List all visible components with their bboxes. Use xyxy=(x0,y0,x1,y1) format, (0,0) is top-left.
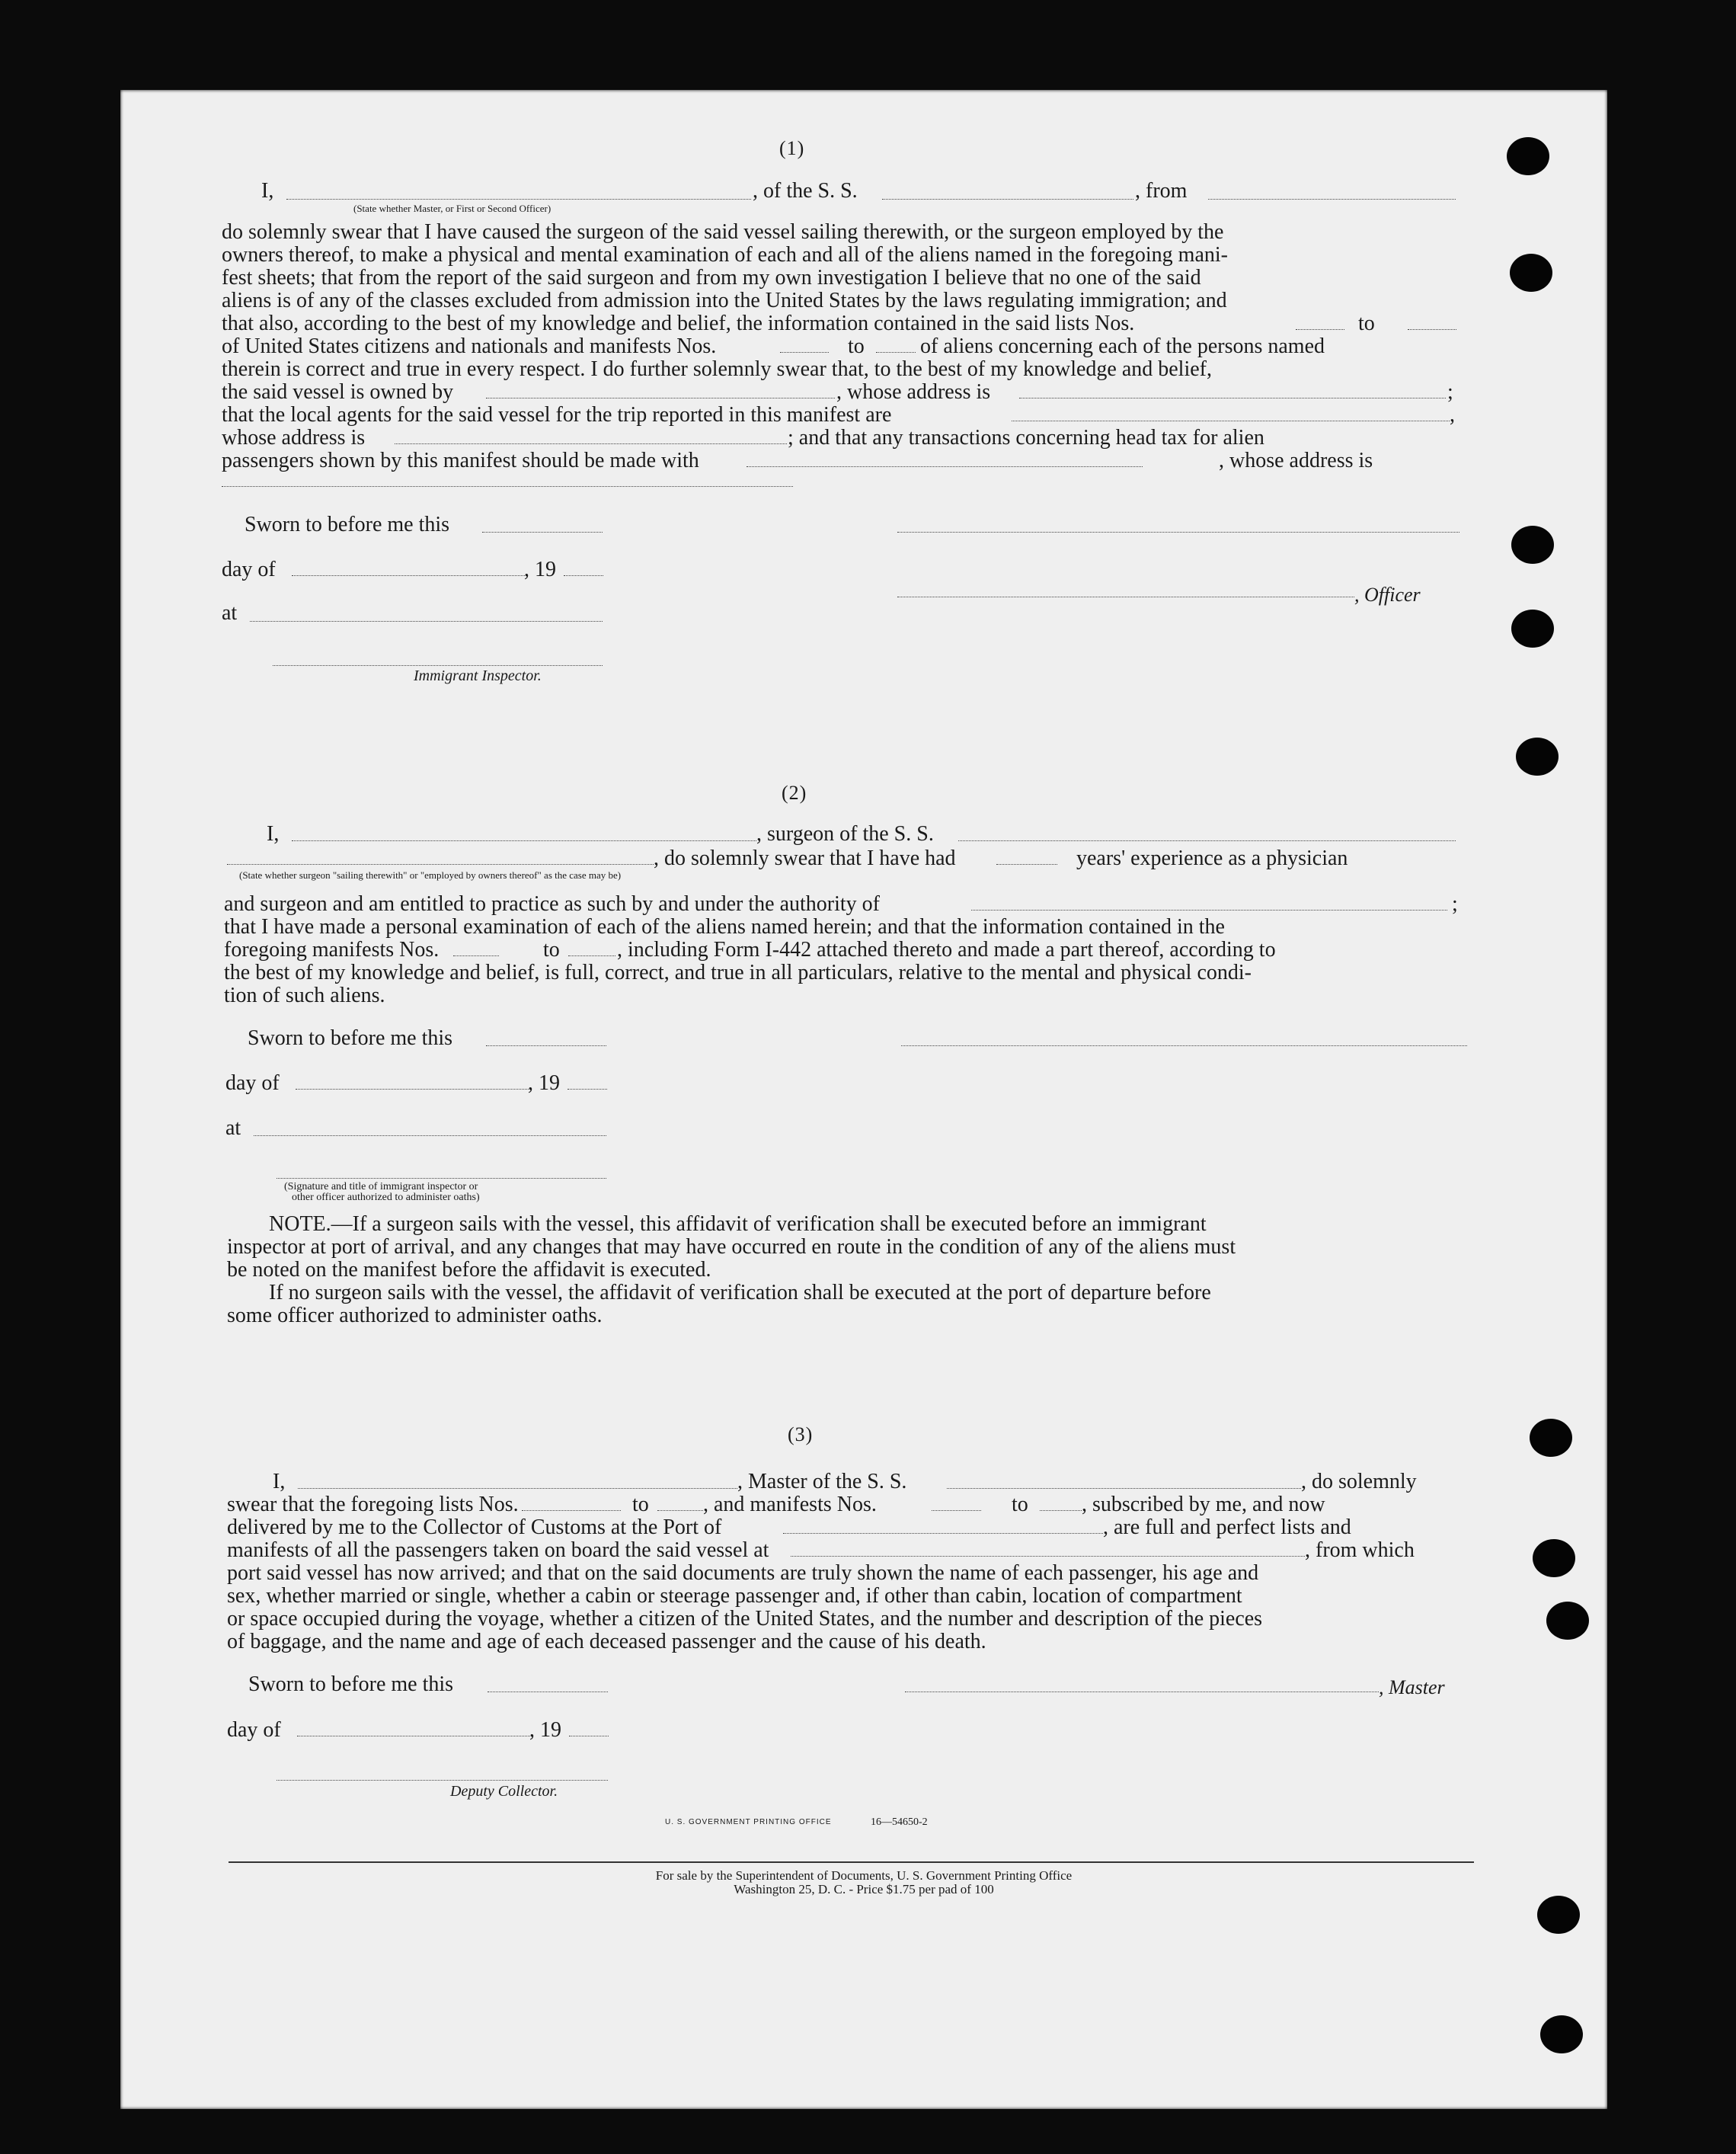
s1-line-9: that the local agents for the said vessel for the trip reported in this manifest are xyxy=(222,403,892,427)
s2-nineteen: , 19 xyxy=(528,1071,560,1095)
s2-semicolon: ; xyxy=(1452,892,1458,916)
s2-sworn-blank[interactable] xyxy=(486,1045,606,1046)
s1-head-tax: ; and that any transactions concerning head tax for alien xyxy=(788,426,1264,450)
s3-nineteen: , 19 xyxy=(529,1718,561,1742)
s3-day-of: day of xyxy=(227,1718,281,1742)
s1-year-blank[interactable] xyxy=(564,575,603,576)
form-page xyxy=(120,90,1607,2109)
s3-master-of: , Master of the S. S. xyxy=(737,1470,907,1493)
s1-comma: , xyxy=(1450,403,1455,427)
s3-lists-to-blank[interactable] xyxy=(657,1510,703,1511)
s2-officer-sig[interactable] xyxy=(277,1178,606,1179)
s1-of-ss: , of the S. S. xyxy=(753,179,858,203)
section-2-number: (2) xyxy=(782,782,807,804)
s1-whose-address-1: , whose address is xyxy=(836,380,991,404)
s2-i: I, xyxy=(267,822,280,846)
s1-manifest-from-blank[interactable] xyxy=(780,352,829,353)
gpo-imprint: U. S. GOVERNMENT PRINTING OFFICE xyxy=(665,1818,832,1826)
s1-inspector: Immigrant Inspector. xyxy=(414,667,542,684)
s3-line-8: of baggage, and the name and age of each deceased passenger and the cause of his death. xyxy=(227,1630,986,1653)
s1-manifest-to-blank[interactable] xyxy=(876,352,916,353)
s2-line-5: tion of such aliens. xyxy=(224,984,385,1007)
punch-hole xyxy=(1540,2015,1583,2053)
footer-rule xyxy=(229,1861,1474,1863)
s2-from-blank[interactable] xyxy=(453,955,499,956)
s2-ship-blank[interactable] xyxy=(958,840,1456,841)
s1-line-1: do solemnly swear that I have caused the surgeon of the said vessel sailing therewith, or the surgeon employed by the xyxy=(222,220,1224,244)
s2-foregoing: foregoing manifests Nos. xyxy=(224,938,440,962)
s1-officer-sig-1[interactable] xyxy=(897,532,1459,533)
punch-hole xyxy=(1530,1419,1572,1457)
s2-note-3: be noted on the manifest before the affidavit is executed. xyxy=(227,1258,711,1282)
s2-years: years' experience as a physician xyxy=(1076,847,1348,870)
s1-semicolon: ; xyxy=(1447,380,1453,404)
section-1-number: (1) xyxy=(779,137,805,159)
s1-day-blank[interactable] xyxy=(292,575,526,576)
sale-line-2: Washington 25, D. C. - Price $1.75 per pad of 100 xyxy=(734,1882,994,1896)
s3-sworn: Sworn to before me this xyxy=(248,1672,454,1696)
s2-line-4: the best of my knowledge and belief, is full, correct, and true in all particulars, relative to the mental and physical condi- xyxy=(224,961,1252,984)
punch-hole xyxy=(1533,1539,1575,1577)
s1-line-2: owners thereof, to make a physical and mental examination of each and all of the aliens named in the foregoing mani- xyxy=(222,243,1228,267)
s1-line-8: the said vessel is owned by xyxy=(222,380,454,404)
punch-hole xyxy=(1511,526,1554,564)
s3-port-blank[interactable] xyxy=(783,1533,1103,1534)
s1-name-blank[interactable] xyxy=(286,199,751,200)
s1-of-aliens: of aliens concerning each of the persons named xyxy=(920,334,1325,358)
s2-swear: , do solemnly swear that I have had xyxy=(654,847,956,870)
s3-ship-blank[interactable] xyxy=(947,1488,1301,1489)
s2-including: , including Form I-442 attached thereto and made a part thereof, according to xyxy=(617,938,1276,962)
s2-note-2: inspector at port of arrival, and any changes that may have occurred en route in the condition of any of the aliens must xyxy=(227,1235,1236,1259)
section-3-number: (3) xyxy=(788,1423,814,1445)
s3-deputy: Deputy Collector. xyxy=(450,1783,558,1800)
s1-from-blank[interactable] xyxy=(1208,199,1456,200)
s2-day-blank[interactable] xyxy=(296,1089,530,1090)
punch-hole xyxy=(1511,610,1554,648)
s2-to: to xyxy=(543,938,560,962)
s3-master: , Master xyxy=(1379,1676,1445,1698)
s2-authority-blank[interactable] xyxy=(971,910,1447,911)
s1-final-address-blank[interactable] xyxy=(222,486,793,487)
s1-head-tax-blank[interactable] xyxy=(747,466,1143,467)
s2-line-2: that I have made a personal examination of each of the aliens named herein; and that the information contained in the xyxy=(224,915,1225,939)
s1-from: , from xyxy=(1135,179,1188,203)
s3-swear: swear that the foregoing lists Nos. xyxy=(227,1493,519,1516)
s1-ship-blank[interactable] xyxy=(882,199,1133,200)
s1-line-11: passengers shown by this manifest should be made with xyxy=(222,449,699,472)
s1-at-blank[interactable] xyxy=(250,621,603,622)
s3-full-lists: , are full and perfect lists and xyxy=(1103,1515,1351,1539)
s1-sworn: Sworn to before me this xyxy=(245,513,450,536)
s2-years-blank[interactable] xyxy=(996,864,1057,865)
s2-state-note: (State whether surgeon "sailing therewith" or "employed by owners thereof" as the case may be) xyxy=(239,869,622,881)
s2-at: at xyxy=(225,1116,241,1140)
s3-from-which: , from which xyxy=(1305,1538,1415,1562)
s1-to-1: to xyxy=(1358,312,1375,335)
punch-hole xyxy=(1516,738,1559,776)
s3-manifests: manifests of all the passengers taken on board the said vessel at xyxy=(227,1538,769,1562)
s2-name-blank[interactable] xyxy=(292,840,756,841)
s3-port-departure-blank[interactable] xyxy=(791,1556,1305,1557)
s2-to-blank[interactable] xyxy=(568,955,615,956)
s3-name-blank[interactable] xyxy=(298,1488,737,1489)
s3-lists-from-blank[interactable] xyxy=(522,1510,621,1511)
s1-line-4: aliens is of any of the classes excluded from admission into the United States by the laws regulating immigration; and xyxy=(222,289,1227,312)
s3-to-1: to xyxy=(632,1493,649,1516)
s3-to-2: to xyxy=(1012,1493,1028,1516)
s3-manifest-from-blank[interactable] xyxy=(932,1510,981,1511)
s1-lists-to-blank[interactable] xyxy=(1408,329,1456,330)
s3-do-solemnly: , do solemnly xyxy=(1301,1470,1417,1493)
s1-agents-address-blank[interactable] xyxy=(395,443,787,444)
s3-line-7: or space occupied during the voyage, whether a citizen of the United States, and the number and description of the pieces xyxy=(227,1607,1263,1631)
s1-inspector-sig[interactable] xyxy=(273,665,603,666)
s2-at-blank[interactable] xyxy=(254,1135,606,1136)
punch-hole xyxy=(1507,137,1549,175)
s1-whose-address-2: , whose address is xyxy=(1219,449,1373,472)
s2-surgeon-sig[interactable] xyxy=(901,1045,1467,1046)
s1-line-5: that also, according to the best of my knowledge and belief, the information contained in the said lists Nos. xyxy=(222,312,1135,335)
s3-and-manifests: , and manifests Nos. xyxy=(703,1493,877,1516)
s2-sailing-blank[interactable] xyxy=(227,864,654,865)
s2-authority: and surgeon and am entitled to practice as such by and under the authority of xyxy=(224,892,880,916)
s1-line-6: of United States citizens and nationals and manifests Nos. xyxy=(222,334,717,358)
s3-i: I, xyxy=(273,1470,286,1493)
s1-officer: , Officer xyxy=(1354,584,1421,606)
s3-subscribed: , subscribed by me, and now xyxy=(1082,1493,1325,1516)
s1-lists-from-blank[interactable] xyxy=(1296,329,1344,330)
s2-sworn: Sworn to before me this xyxy=(248,1026,453,1050)
sale-line-1: For sale by the Superintendent of Documents, U. S. Government Printing Office xyxy=(655,1868,1073,1883)
s1-line-7: therein is correct and true in every respect. I do further solemnly swear that, to the best of my knowledge and belief, xyxy=(222,357,1212,381)
s2-sig-note-2: other officer authorized to administer oaths) xyxy=(292,1192,480,1203)
s2-surgeon-of: , surgeon of the S. S. xyxy=(756,822,934,846)
s1-day-of: day of xyxy=(222,558,276,581)
punch-hole xyxy=(1510,254,1552,292)
punch-hole xyxy=(1546,1602,1589,1640)
s2-note-5: some officer authorized to administer oaths. xyxy=(227,1304,603,1327)
punch-hole xyxy=(1537,1896,1580,1934)
s1-sworn-blank[interactable] xyxy=(482,532,603,533)
s3-delivered: delivered by me to the Collector of Customs at the Port of xyxy=(227,1515,722,1539)
s2-year-blank[interactable] xyxy=(567,1089,607,1090)
s1-i: I, xyxy=(261,179,274,203)
s2-day-of: day of xyxy=(225,1071,280,1095)
s1-line-10: whose address is xyxy=(222,426,366,450)
s3-manifest-to-blank[interactable] xyxy=(1040,1510,1082,1511)
s3-line-5: port said vessel has now arrived; and that on the said documents are truly shown the name of each passenger, his age and xyxy=(227,1561,1259,1585)
s3-deputy-sig[interactable] xyxy=(277,1780,608,1781)
s1-line-3: fest sheets; that from the report of the said surgeon and from my own investigation I believe that no one of the said xyxy=(222,266,1201,290)
s2-note-4: If no surgeon sails with the vessel, the affidavit of verification shall be executed at the port of departure before xyxy=(269,1281,1211,1304)
form-number: 16—54650-2 xyxy=(871,1816,928,1828)
s1-at: at xyxy=(222,601,238,625)
s1-nineteen: , 19 xyxy=(524,558,556,581)
s2-sig-note-1: (Signature and title of immigrant inspector or xyxy=(284,1181,478,1192)
s1-state-note: (State whether Master, or First or Second Officer) xyxy=(353,203,551,214)
s1-to-2: to xyxy=(848,334,865,358)
s2-note-1: NOTE.—If a surgeon sails with the vessel, this affidavit of verification shall be executed before an immigrant xyxy=(269,1212,1207,1236)
s3-line-6: sex, whether married or single, whether a cabin or steerage passenger and, if other than cabin, location of compartment xyxy=(227,1584,1242,1608)
